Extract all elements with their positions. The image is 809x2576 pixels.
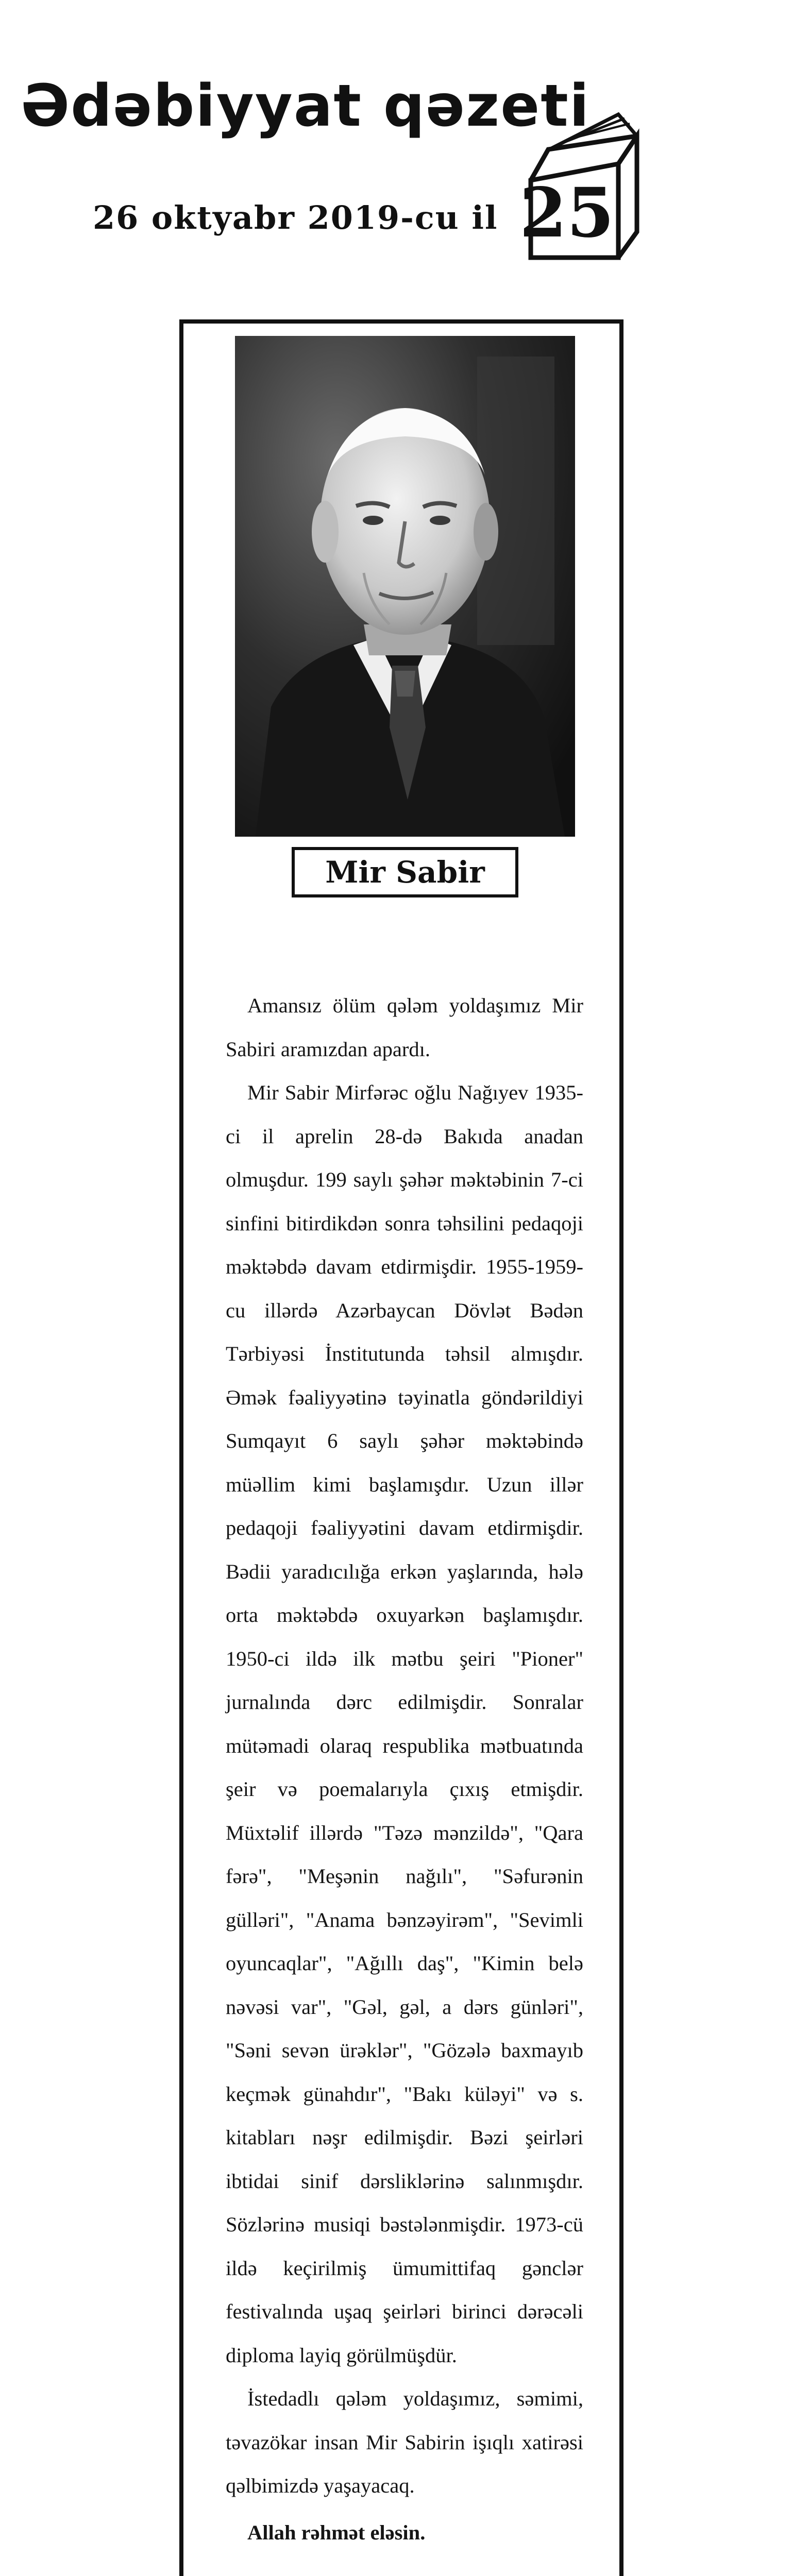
obituary-paragraph-intro: Amansız ölüm qələm yoldaşımız Mir Sabiri aramızdan apardı. [226,994,583,1061]
obituary-text [226,984,583,2554]
page-number: 25 [519,173,614,253]
portrait-photo [235,336,575,837]
obituary-paragraph-memory: İstedadlı qələm yoldaşımız, səmimi, təvazökar insan Mir Sabirin işıqlı xatirəsi qəlbimizdə yaşayacaq. [226,2387,583,2497]
obituary-frame [179,319,623,2576]
page-number-badge [515,103,649,268]
issue-date: 26 oktyabr 2019-cu il [93,199,498,236]
portrait-photo-icon [235,336,575,837]
obituary-paragraph-biography: Mir Sabir Mirfərəc oğlu Nağıyev 1935-ci il aprelin 28-də Bakıda anadan olmuşdur. 199 saylı şəhər məktəbinin 7-ci sinfini bitirdikdən sonra təhsilini pedaqoji məktəbdə davam etdirmişdir. 1955-1959-cu illərdə Azərbaycan Dövlət Bədən Tərbiyəsi İnstitutunda təhsil almışdır. Əmək fəaliyyətinə təyinatla göndərildiyi Sumqayıt 6 saylı şəhər məktəbində müəllim kimi başlamışdır. Uzun illər pedaqoji fəaliyyətini davam etdirmişdir. Bədii yaradıcılığa erkən yaşlarında, hələ orta məktəbdə oxuyarkən başlamışdır. 1950-ci ildə ilk mətbu şeiri "Pioner" jurnalında dərc edilmişdir. Sonralar mütəmadi olaraq respublika mətbuatında şeir və poemalarıyla çıxış etmişdir. Müxtəlif illərdə "Təzə mənzildə", "Qara fərə", "Meşənin nağılı", "Səfurənin gülləri", "Anama bənzəyirəm", "Sevimli oyuncaqlar", "Ağıllı daş", "Kimin belə nəvəsi var", "Gəl, gəl, a dərs günləri", "Səni sevən ürəklər", "Gözələ baxmayıb keçmək günahdır", "Bakı küləyi" və s. kitabları nəşr edilmişdir. Bəzi şeirləri ibtidai sinif dərsliklərinə salınmışdır. Sözlərinə musiqi bəstələnmişdir. 1973-cü ildə keçirilmiş ümumittifaq gənclər festivalında uşaq şeirləri birinci dərəcəli diploma layiq görülmüşdür. [226,1081,583,2367]
obituary-closing: Allah rəhmət eləsin. [247,2520,426,2544]
deceased-name: Mir Sabir [292,847,518,897]
newspaper-title: Ədəbiyyat qəzeti [21,73,591,140]
